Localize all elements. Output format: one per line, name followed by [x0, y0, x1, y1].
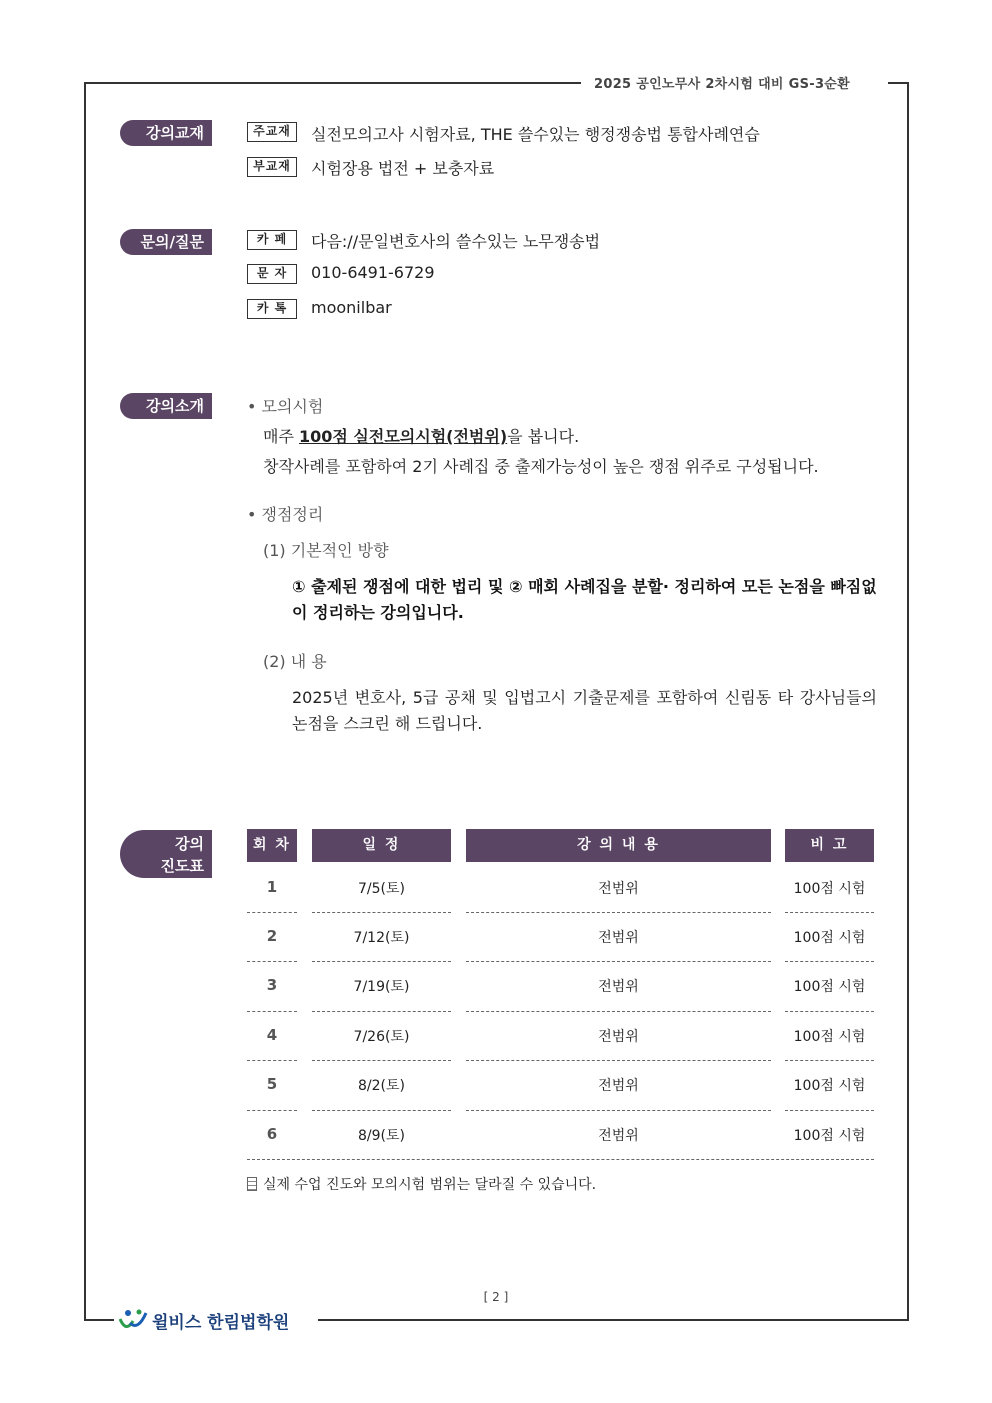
table-row-no: 1	[266, 878, 278, 896]
table-row-content: 전범위	[598, 930, 639, 946]
section-label-contact: 문의/질문	[120, 229, 212, 255]
mock-line1-prefix: 매주	[263, 427, 299, 446]
table-row-content: 전범위	[598, 1078, 639, 1094]
table-row-date: 8/9(토)	[358, 1128, 405, 1144]
row-divider	[466, 1011, 771, 1012]
tag-kakao: 카 톡	[247, 299, 297, 319]
section-label-intro: 강의소개	[120, 393, 212, 419]
table-row-note: 100점 시험	[793, 1078, 866, 1094]
mock-exam-line1	[263, 424, 579, 447]
row-divider	[247, 1011, 297, 1012]
row-divider	[466, 912, 771, 913]
logo-mark-icon	[118, 1307, 148, 1333]
row-divider	[312, 912, 451, 913]
table-row-no: 4	[266, 1026, 278, 1044]
row-divider	[466, 961, 771, 962]
frame-top-right-line	[888, 82, 909, 84]
table-row-note: 100점 시험	[793, 979, 866, 995]
row-divider	[785, 1011, 874, 1012]
row-divider	[247, 912, 297, 913]
memo-icon	[247, 1177, 257, 1191]
table-row-content: 전범위	[598, 1029, 639, 1045]
mock-exam-title: • 모의시험	[247, 397, 324, 416]
sub-textbook-text: 시험장용 법전 + 보충자료	[311, 159, 495, 178]
tag-sms: 문 자	[247, 264, 297, 284]
academy-logo	[118, 1305, 289, 1335]
table-row-content: 전범위	[598, 881, 639, 897]
row-divider	[466, 1060, 771, 1061]
mock-line1-bold: 100점 실전모의시험(전범위)	[299, 427, 508, 446]
table-row-no: 3	[266, 976, 278, 994]
row-divider	[247, 961, 297, 962]
table-header-date: 일 정	[312, 829, 451, 862]
table-row-note: 100점 시험	[793, 1128, 866, 1144]
table-row-date: 7/26(토)	[353, 1029, 410, 1045]
issues-title: • 쟁점정리	[247, 505, 324, 524]
table-row-no: 2	[266, 927, 278, 945]
table-row-content: 전범위	[598, 979, 639, 995]
schedule-footnote	[247, 1174, 596, 1194]
frame-top-line	[84, 82, 581, 84]
row-divider	[785, 1110, 874, 1111]
row-divider	[312, 1011, 451, 1012]
mock-line1-suffix: 을 봅니다.	[507, 427, 580, 446]
section-label-textbook: 강의교재	[120, 120, 212, 146]
table-row-no: 5	[266, 1075, 278, 1093]
frame-bottom-right-line	[318, 1319, 909, 1321]
table-row-note: 100점 시험	[793, 881, 866, 897]
row-divider	[312, 1060, 451, 1061]
table-header-no: 회 차	[247, 829, 297, 862]
row-divider	[785, 912, 874, 913]
schedule-label-line2: 진도표	[160, 857, 204, 875]
frame-bottom-left-line	[84, 1319, 114, 1321]
row-divider	[312, 1110, 451, 1111]
row-divider	[785, 961, 874, 962]
section-label-schedule	[120, 830, 212, 878]
row-divider	[247, 1060, 297, 1061]
table-header-note: 비 고	[785, 829, 874, 862]
sms-text: 010-6491-6729	[311, 263, 435, 282]
mock-exam-line2: 창작사례를 포함하여 2기 사례집 중 출제가능성이 높은 쟁점 위주로 구성됩니다.	[263, 457, 819, 476]
table-header-content: 강 의 내 용	[466, 829, 771, 862]
header-title: 2025 공인노무사 2차시험 대비 GS-3순환	[594, 77, 851, 92]
issues-sub1-text: ① 출제된 쟁점에 대한 법리 및 ② 매회 사례집을 분할· 정리하여 모든 논점을 빠짐없이 정리하는 강의입니다.	[292, 577, 877, 622]
issues-sub1-title: (1) 기본적인 방향	[263, 541, 389, 560]
row-divider	[312, 961, 451, 962]
tag-cafe: 카 페	[247, 230, 297, 250]
schedule-footnote-text: 실제 수업 진도와 모의시험 범위는 달라질 수 있습니다.	[263, 1177, 597, 1193]
table-row-no: 6	[266, 1125, 278, 1143]
tag-sub-textbook: 부교재	[247, 157, 297, 177]
cafe-text: 다음://문일변호사의 쓸수있는 노무쟁송법	[311, 232, 601, 251]
main-textbook-text: 실전모의고사 시험자료, THE 쓸수있는 행정쟁송법 통합사례연습	[311, 125, 760, 144]
table-row-note: 100점 시험	[793, 930, 866, 946]
frame-left-line	[84, 82, 86, 1319]
page-number: [ 2 ]	[483, 1290, 509, 1304]
table-row-date: 7/12(토)	[353, 930, 410, 946]
schedule-label-line1: 강의	[175, 835, 204, 853]
table-row-date: 8/2(토)	[358, 1078, 405, 1094]
issues-sub2-title: (2) 내 용	[263, 652, 327, 671]
tag-main-textbook: 주교재	[247, 122, 297, 142]
kakao-text: moonilbar	[311, 298, 392, 317]
row-divider	[785, 1060, 874, 1061]
row-divider	[247, 1110, 297, 1111]
table-row-content: 전범위	[598, 1128, 639, 1144]
row-divider	[466, 1110, 771, 1111]
frame-right-line	[907, 82, 909, 1319]
table-row-note: 100점 시험	[793, 1029, 866, 1045]
table-bottom-divider	[247, 1159, 874, 1160]
logo-text: 윌비스 한림법학원	[152, 1312, 290, 1333]
issues-sub2-text: 2025년 변호사, 5급 공채 및 입법고시 기출문제를 포함하여 신림동 타 강사님들의 논점을 스크린 해 드립니다.	[292, 688, 877, 733]
table-row-date: 7/5(토)	[358, 881, 405, 897]
table-row-date: 7/19(토)	[353, 979, 410, 995]
